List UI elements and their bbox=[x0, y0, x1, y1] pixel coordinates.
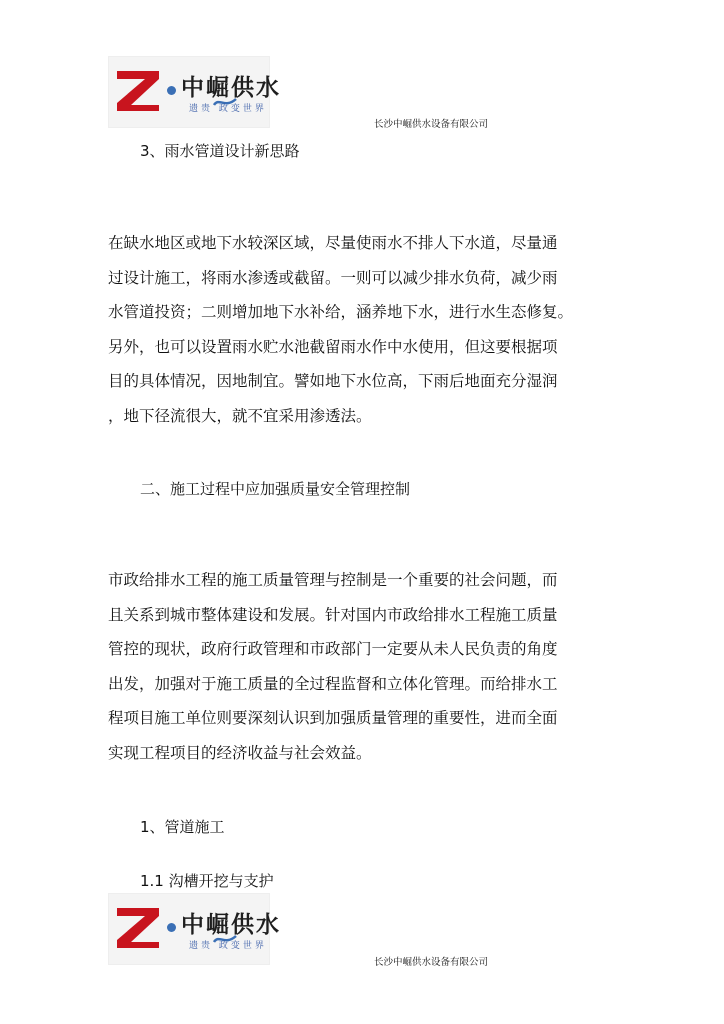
paragraph-line: 过设计施工，将雨水渗透或截留。一则可以减少排水负荷，减少雨 bbox=[108, 268, 558, 287]
logo-dot-icon bbox=[167, 923, 176, 932]
section-heading-pipe: 1、管道施工 bbox=[140, 818, 225, 836]
logo-dot-icon bbox=[167, 86, 176, 95]
section-heading-rainwater: 3、雨水管道设计新思路 bbox=[140, 142, 300, 160]
paragraph-line: 在缺水地区或地下水较深区域，尽量使雨水不排人下水道，尽量通 bbox=[108, 234, 558, 252]
footer-logo bbox=[108, 893, 281, 965]
paragraph-line: ，地下径流很大，就不宜采用渗透法。 bbox=[108, 406, 372, 425]
logo-name: 中崛供水 bbox=[181, 75, 281, 101]
header-logo bbox=[108, 56, 281, 128]
header-company-name: 长沙中崛供水设备有限公司 bbox=[374, 119, 489, 130]
paragraph-line: 市政给排水工程的施工质量管理与控制是一个重要的社会问题，而 bbox=[108, 571, 558, 589]
paragraph-quality bbox=[108, 563, 608, 770]
company-logo-icon bbox=[115, 67, 165, 113]
logo-name: 中崛供水 bbox=[181, 912, 281, 938]
paragraph-line: 水管道投资；二则增加地下水补给，涵养地下水，进行水生态修复。 bbox=[108, 303, 574, 321]
paragraph-line: 程项目施工单位则要深刻认识到加强质量管理的重要性，进而全面 bbox=[108, 709, 558, 727]
paragraph-line: 管控的现状，政府行政管理和市政部门一定要从未人民负责的角度 bbox=[108, 640, 558, 658]
paragraph-line: 另外，也可以设置雨水贮水池截留雨水作中水使用，但这要根据项 bbox=[108, 337, 558, 356]
section-heading-quality: 二、施工过程中应加强质量安全管理控制 bbox=[140, 480, 411, 498]
paragraph-line: 实现工程项目的经济收益与社会效益。 bbox=[108, 743, 372, 762]
paragraph-line: 出发，加强对于施工质量的全过程监督和立体化管理。而给排水工 bbox=[108, 674, 558, 693]
paragraph-line: 目的具体情况，因地制宜。譬如地下水位高，下雨后地面充分湿润 bbox=[108, 372, 558, 390]
logo-slogan: 遗贵 政变世界 bbox=[189, 104, 267, 114]
paragraph-rainwater bbox=[108, 226, 608, 433]
section-heading-trench: 1.1 沟槽开挖与支护 bbox=[140, 872, 274, 890]
logo-slogan: 遗贵 政变世界 bbox=[189, 941, 267, 951]
paragraph-line: 且关系到城市整体建设和发展。针对国内市政给排水工程施工质量 bbox=[108, 605, 558, 624]
footer-company-name: 长沙中崛供水设备有限公司 bbox=[374, 957, 489, 968]
company-logo-icon bbox=[115, 904, 165, 950]
